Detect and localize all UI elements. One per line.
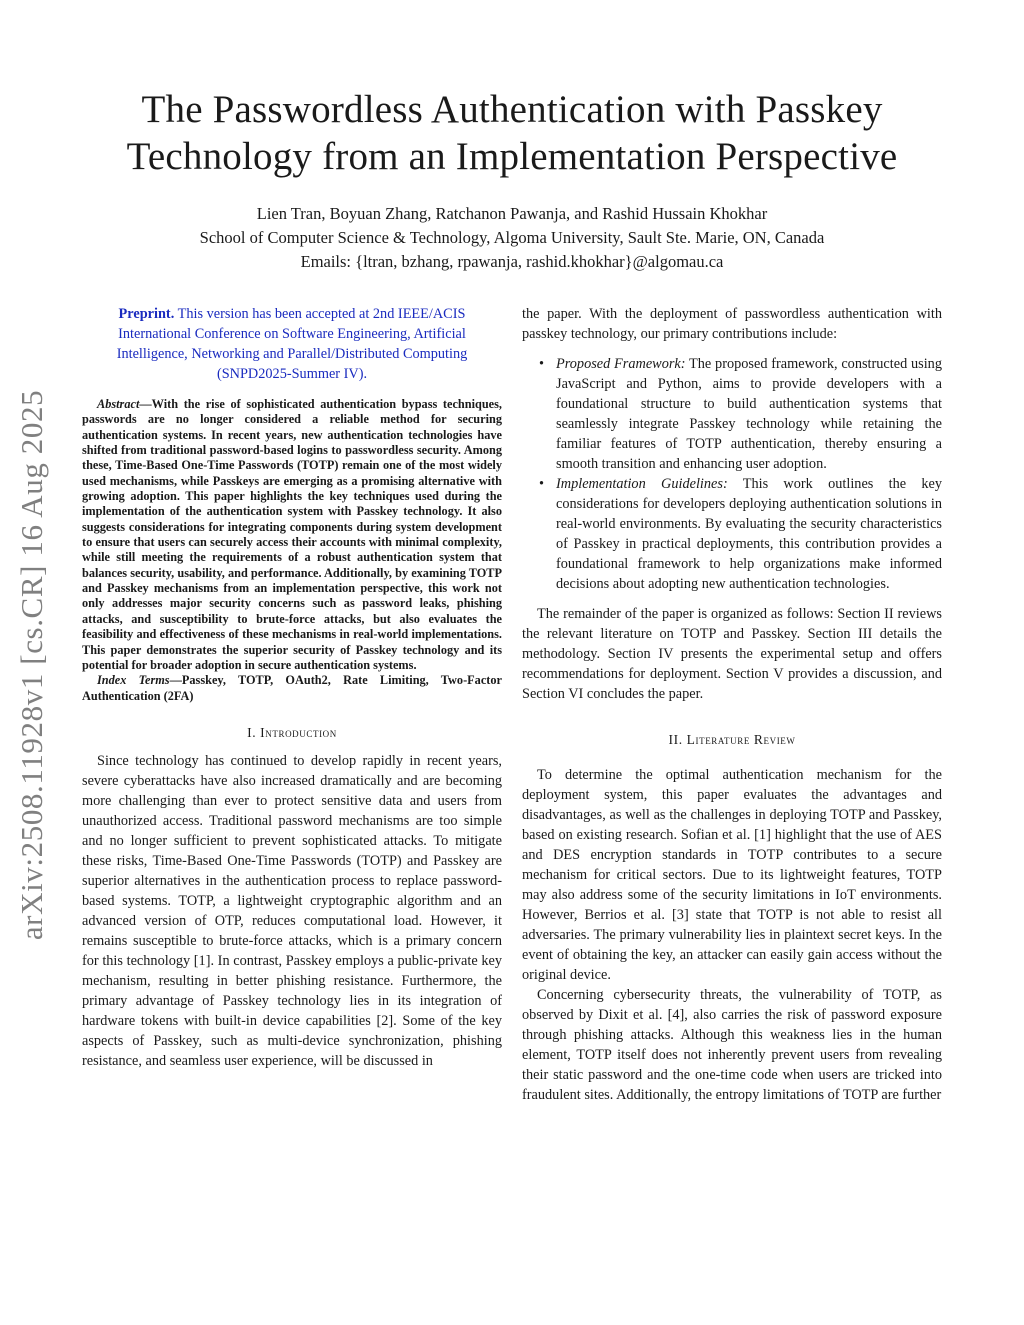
section-number: I.: [247, 724, 261, 740]
right-column: [522, 304, 942, 1105]
index-terms-text: —Passkey, TOTP, OAuth2, Rate Limiting, Two-Factor Authentication (2FA): [82, 673, 502, 703]
intro-paragraph: Since technology has continued to develop rapidly in recent years, severe cyberattacks have also increased dramatically and are becoming more challenging than ever to protect sensitive data and users from unauthorized access. Traditional password mechanisms are too simple and no longer sufficient to prevent sophisticated attacks. To mitigate these risks, Time-Based One-Time Passwords (TOTP) and Passkey are superior alternatives in the authentication process to replace password-based systems. TOTP, a lightweight cryptographic algorithm and an advanced version of OTP, reduces computational load. However, it remains susceptible to brute-force attacks, which is a primary concern for this technology [1]. In contrast, Passkey employs a public-private key mechanism, resulting in better phishing resistance. Furthermore, the primary advantage of Passkey technology lies in its integration of hardware tokens with built-in device capabilities [2]. Some of the key aspects of Passkey, such as multi-device synchronization, phishing resistance, and seamless user experience, will be discussed in: [82, 752, 502, 1069]
contribution-label: Proposed Framework:: [556, 356, 686, 372]
contribution-label: Implementation Guidelines:: [556, 476, 728, 492]
left-column: [82, 304, 502, 1071]
index-terms: [82, 673, 502, 704]
literature-paragraph-2: Concerning cybersecurity threats, the vulnerability of TOTP, as observed by Dixit et al. [4], also carries the risk of password exposure through phishing attacks. Although this weakness lies in the human element, TOTP itself does not inherently prevent users from revealing their static password and the one-time code when users are tricked into fraudulent sites. Additionally, the entropy limitations of TOTP are further: [522, 987, 942, 1103]
author-names: Lien Tran, Boyuan Zhang, Ratchanon Pawanja, and Rashid Hussain Khokhar: [256, 204, 768, 223]
abstract-text: —With the rise of sophisticated authentication bypass techniques, passwords are no longer considered a reliable method for securing authentication systems. In recent years, new authentication technologies have shifted from traditional password-based logins to passwordless security. Among these, Time-Based One-Time Passwords (TOTP) remain one of the most widely used mechanisms, while Passkeys are emerging as a promising alternative with growing adoption. This paper highlights the key techniques used during the implementation of the authentication system with Passkey technology. It also suggests considerations for integrating components during system development to ensure that users can securely access their accounts with minimal complexity, while still meeting the requirements of a robust authentication system that balances security, usability, and performance. Additionally, by examining TOTP and Passkey mechanisms from an implementation perspective, this work not only addresses major security concerns such as password leaks, phishing attacks, and susceptibility to brute-force attacks, but also evaluates the feasibility and effectiveness of these mechanisms in real-world implementations. This paper demonstrates the superior security of Passkey technology and its potential for broader adoption in secure authentication systems.: [82, 397, 502, 672]
section-number: II.: [668, 732, 687, 747]
bullet-icon: •: [539, 356, 545, 372]
contribution-item: [522, 474, 942, 594]
preprint-note: [82, 304, 502, 384]
contributions-list: [522, 354, 942, 594]
preprint-label: Preprint.: [118, 306, 175, 322]
organization-paragraph: The remainder of the paper is organized as follows: Section II reviews the relevant literature on TOTP and Passkey. Section III details the methodology. Section IV presents the experimental setup and offers recommendations for deployment. Section V provides a discussion, and Section VI concludes the paper.: [522, 606, 942, 702]
author-affiliation: School of Computer Science & Technology, Algoma University, Sault Ste. Marie, ON, Canada: [199, 228, 825, 247]
abstract-label: Abstract: [97, 397, 140, 411]
preprint-text: This version has been accepted at 2nd IEEE/ACIS International Conference on Software Engineering, Artificial Intelligence, Networking and Parallel/Distributed Computing (SNPD2025-Summer IV).: [116, 306, 468, 382]
literature-paragraph-1: To determine the optimal authentication mechanism for the deployment system, this paper evaluates the advantages and disadvantages, as well as the challenges in deploying TOTP and Passkey, based on existing research. Sofian et al. [1] highlight that the use of AES and DES encryption standards in TOTP contributes to a secure mechanism for critical sectors. Due to its lightweight features, TOTP may also address some of the security limitations in IoT environments. However, Berrios et al. [3] state that TOTP is not able to resist all adversaries. The primary vulnerability lies in plaintext secret keys. In the event of obtaining the key, an attacker can easily gain access without the original device.: [522, 767, 942, 983]
bullet-icon: •: [539, 476, 545, 492]
contributions-intro: the paper. With the deployment of passwordless authentication with passkey technology, our primary contributions include:: [522, 306, 942, 342]
title-line-1: The Passwordless Authentication with Passkey: [141, 88, 883, 131]
contribution-text: The proposed framework, constructed using JavaScript and Python, aims to provide developers with a foundational structure to build authentication systems that seamlessly integrate Passkey technology while retaining the familiar features of TOTP authentication, thereby ensuring a smooth transition and enhancing user adoption.: [556, 356, 942, 472]
title-line-2: Technology from an Implementation Perspective: [126, 135, 898, 178]
author-block: [60, 202, 964, 274]
author-emails: Emails: {ltran, bzhang, rpawanja, rashid.khokhar}@algomau.ca: [300, 252, 724, 271]
abstract: [82, 397, 502, 673]
section-heading-literature-review: [522, 730, 942, 750]
arxiv-watermark: [10, 370, 54, 960]
section-heading-introduction: [82, 723, 502, 743]
arxiv-id: arXiv:2508.11928v1 [cs.CR] 16 Aug 2025: [14, 389, 50, 941]
section-title: Literature Review: [686, 732, 796, 747]
section-title: Introduction: [260, 724, 337, 740]
paper-title: [60, 86, 964, 180]
index-terms-label: Index Terms: [97, 673, 170, 688]
contribution-item: [522, 354, 942, 474]
contribution-text: This work outlines the key considerations for developers deploying authentication solutions in real-world environments. By evaluating the security characteristics of Passkey in practical deployments, this contribution provides a foundational framework to help organizations make informed decisions about adopting new authentication technologies.: [556, 476, 943, 592]
